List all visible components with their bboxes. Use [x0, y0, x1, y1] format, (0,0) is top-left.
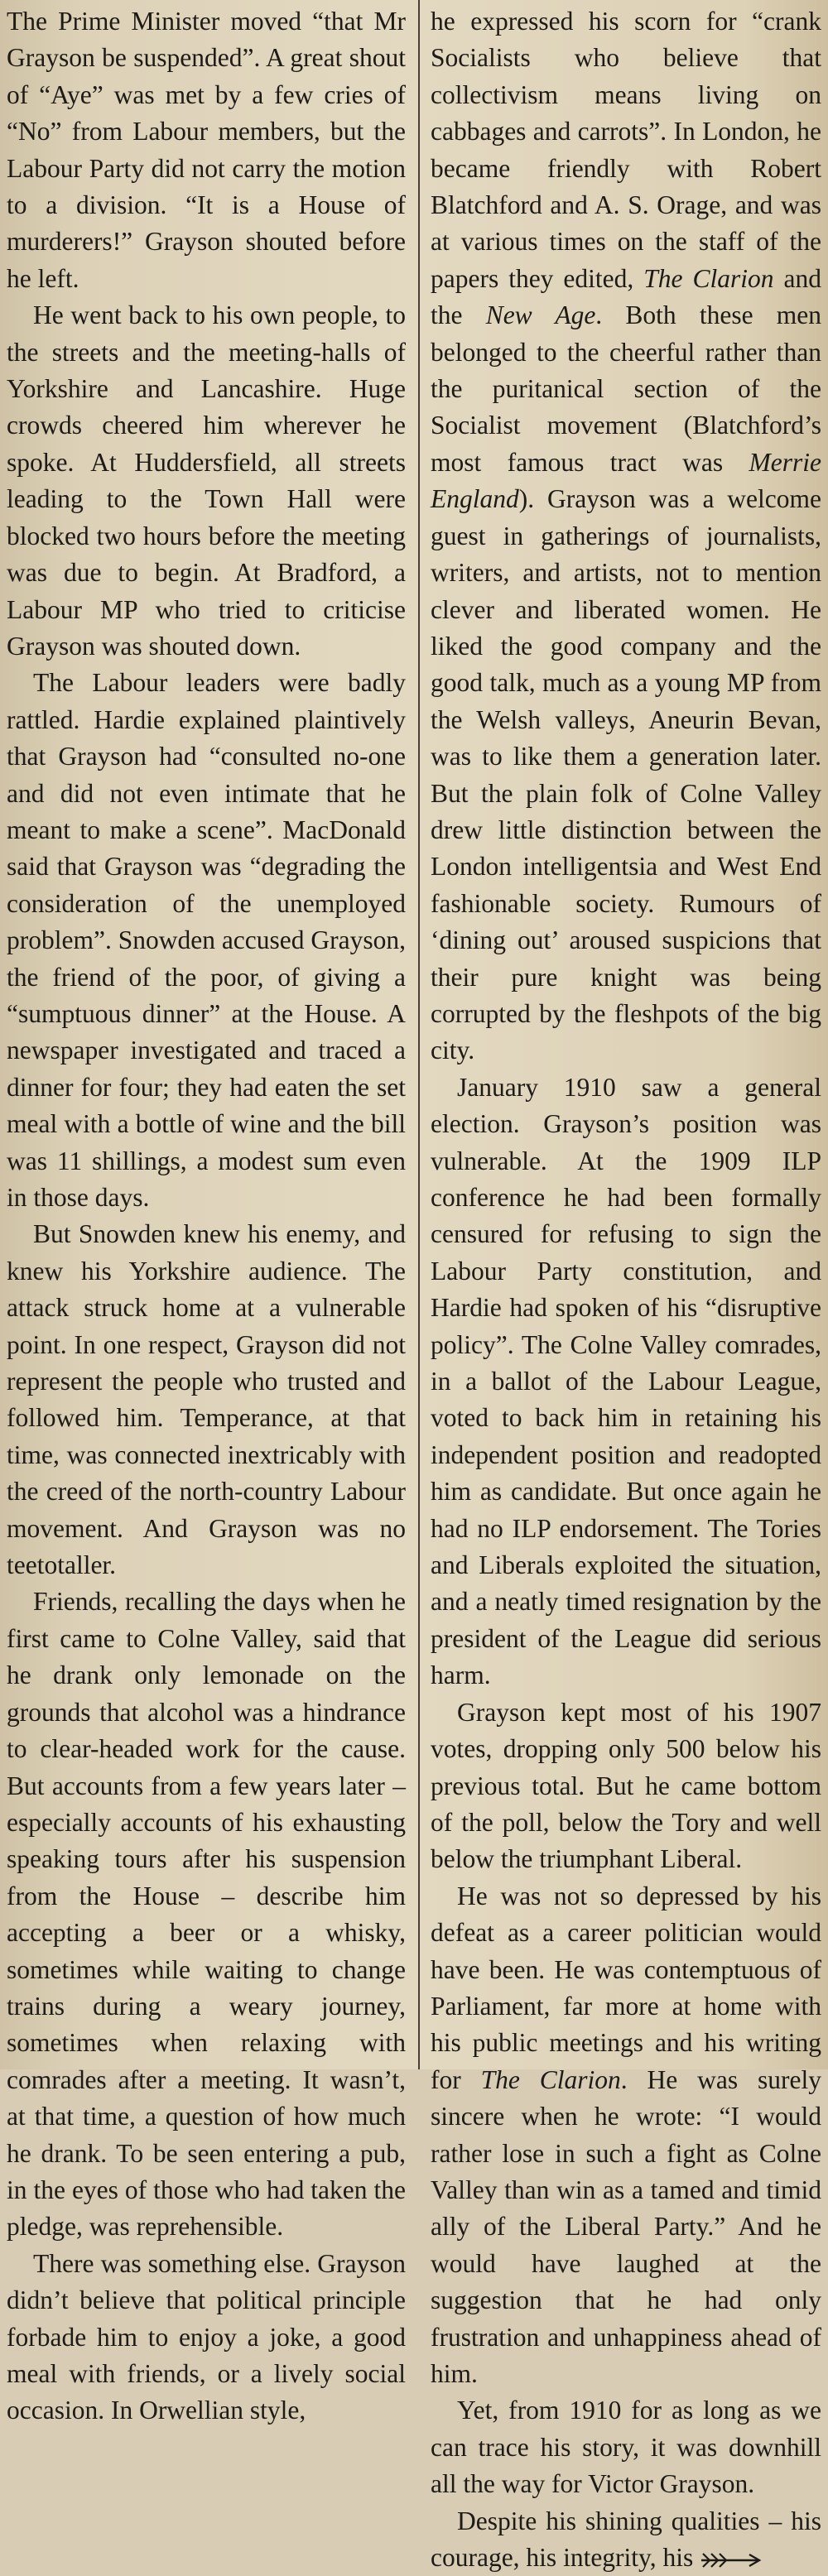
title-merrie-england: Merrie England [431, 447, 821, 514]
title-the-clarion: The Clarion [643, 263, 774, 293]
paragraph-left-5: Friends, recalling the days when he first came to Colne Valley, said that he drank only lemonade on the grounds that alcohol was a hindrance to clear-headed work for the cause. But accounts from a few years later – especially accounts of his exhausting speaking tours after his suspension from the House – describe him accepting a beer or a whisky, sometimes while waiting to change trains during a weary journey, sometimes when relaxing with comrades after a meeting. It wasn’t, at that time, a question of how much he drank. To be seen entering a pub, in the eyes of those who had taken the pledge, was reprehensible. [7, 1587, 406, 2242]
paragraph-right-6 [431, 2503, 821, 2576]
column-divider [418, 0, 420, 2069]
paragraph-right-5: Yet, from 1910 for as long as we can trace his story, it was downhill all the way for Victor Grayson. [431, 2396, 821, 2499]
left-column [7, 3, 411, 2425]
paragraph-right-1-part-c: . Both these men belonged to the cheerful rather than the puritanical section of the Socialist movement (Blatchford’s most famous tract was [431, 300, 821, 477]
paragraph-right-4-part-b: . He was surely sincere when he wrote: “I would rather lose in such a fight as Colne Valley than win as a tamed and timid ally of the Liberal Party.” And he would have laughed at the suggestion that he had only frustration and unhappiness ahead of him. [431, 2064, 821, 2388]
paragraph-right-3: Grayson kept most of his 1907 votes, dropping only 500 below his previous total. But he came bottom of the poll, below the Tory and well below the triumphant Liberal. [431, 1697, 821, 1874]
title-new-age: New Age [485, 300, 596, 330]
paragraph-left-2: He went back to his own people, to the streets and the meeting-halls of Yorkshire and Lancashire. Huge crowds cheered him wherever he spoke. At Huddersfield, all streets leading to the Town Hall were blocked two hours before the meeting was due to begin. At Bradford, a Labour MP who tried to criticise Grayson was shouted down. [7, 300, 406, 661]
paragraph-right-1-part-a: he expressed his scorn for “crank Socialists who believe that collectivism means living on cabbages and carrots”. In London, he became friendly with Robert Blatchford and A. S. Orage, and was at various times on the staff of the papers they edited, [431, 7, 821, 293]
paragraph-right-1-part-d: ). Grayson was a welcome guest in gatherings of journalists, writers, and artists, not to mention clever and liberated women. He liked the good company and the good talk, much as a young MP from the Welsh valleys, Aneurin Bevan, was to like them a generation later. But the plain folk of Colne Valley drew little distinction between the London intelligentsia and West End fashionable society. Rumours of ‘dining out’ aroused suspicions that their pure knight was being corrupted by the fleshpots of the big city. [431, 484, 821, 1065]
paragraph-right-1 [431, 3, 821, 1069]
paragraph-right-4 [431, 1878, 821, 2393]
paragraph-right-4-part-a: He was not so depressed by his defeat as a career politician would have been. He was contemptuous of Parliament, far more at home with his public meetings and his writing for [431, 1881, 821, 2094]
paragraph-left-4: But Snowden knew his enemy, and knew his Yorkshire audience. The attack struck home at a vulnerable point. In one respect, Grayson did not represent the people who trusted and followed him. Temperance, at that time, was connected inextricably with the creed of the north-country Labour movement. And Grayson was no teetotaller. [7, 1219, 406, 1580]
paragraph-right-6-text: Despite his shining qualities – his courage, his integrity, his [431, 2506, 821, 2573]
title-the-clarion-2: The Clarion [480, 2064, 621, 2094]
arrow-continue-icon [700, 2551, 764, 2569]
paragraph-left-1: The Prime Minister moved “that Mr Grayson be suspended”. A great shout of “Aye” was met by a few cries of “No” from Labour members, but the Labour Party did not carry the motion to a division. “It is a House of murderers!” Grayson shouted before he left. [7, 7, 406, 293]
paragraph-right-1-part-b: and the [431, 263, 821, 330]
paragraph-left-3: The Labour leaders were badly rattled. Hardie explained plaintively that Grayson had “consulted no-one and did not even intimate that he meant to make a scene”. MacDonald said that Grayson was “degrading the consideration of the unemployed problem”. Snowden accused Grayson, the friend of the poor, of giving a “sumptuous dinner” at the House. A newspaper investigated and traced a dinner for four; they had eaten the set meal with a bottle of wine and the bill was 11 shillings, a modest sum even in those days. [7, 668, 406, 1212]
right-column [431, 3, 821, 2573]
paragraph-right-2: January 1910 saw a general election. Grayson’s position was vulnerable. At the 1909 ILP conference he had been formally censured for refusing to sign the Labour Party constitution, and Hardie had spoken of his “disruptive policy”. The Colne Valley comrades, in a ballot of the Labour League, voted to back him in retaining his independent position and readopted him as candidate. But once again he had no ILP endorsement. The Tories and Liberals exploited the situation, and a neatly timed resignation by the president of the League did serious harm. [431, 1072, 821, 1690]
paragraph-left-6: There was something else. Grayson didn’t believe that political principle forbade him to enjoy a joke, a good meal with friends, or a lively social occasion. In Orwellian style, [7, 2248, 406, 2425]
